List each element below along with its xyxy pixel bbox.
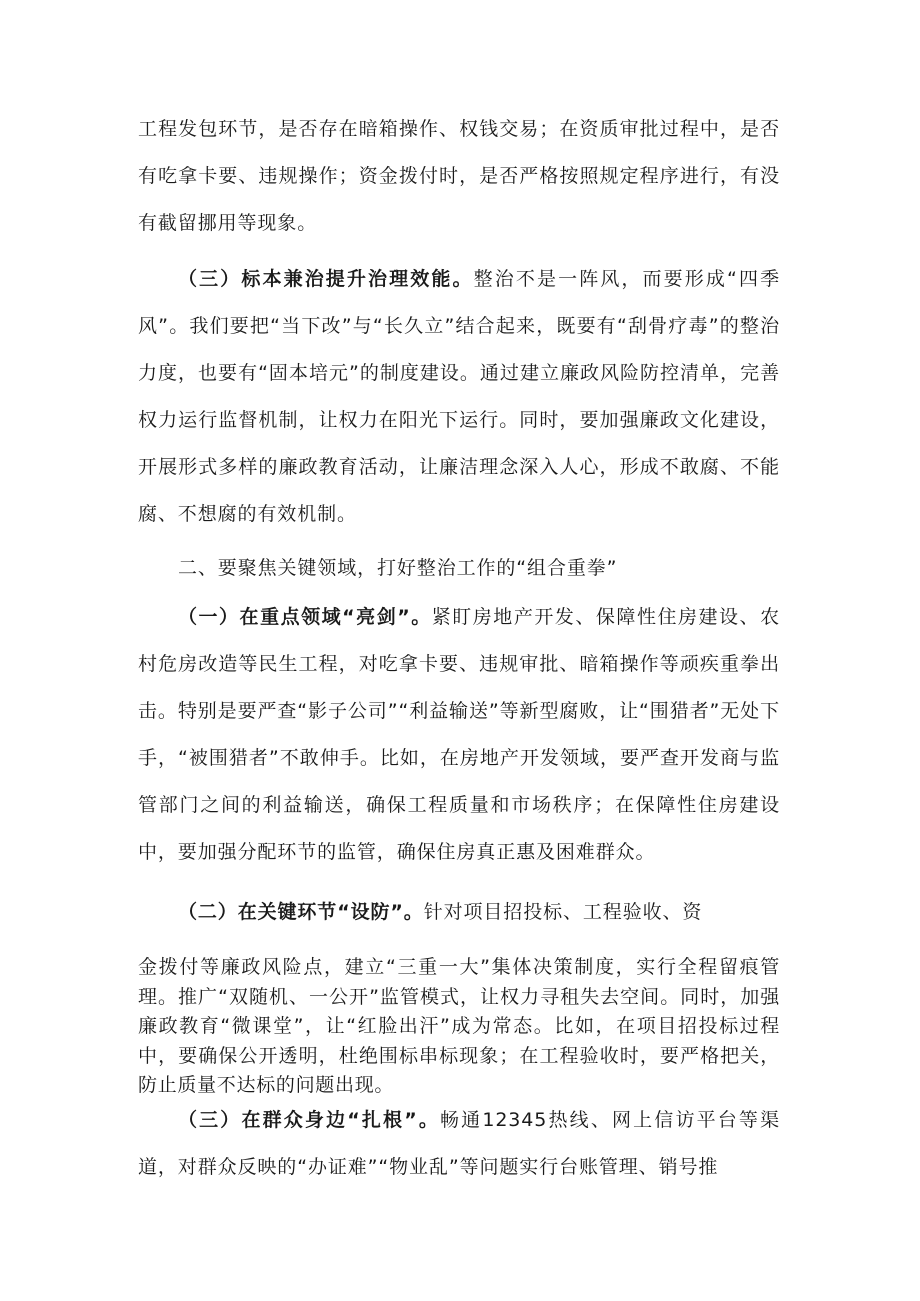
paragraph-text: 畅通12345热线、网上信访平台等渠道，对群众反映的“办证难”“物业乱”等问题实行台账管理、销号推 <box>138 1109 780 1178</box>
paragraph-text: 紧盯房地产开发、保障性住房建设、农村危房改造等民生工程，对吃拿卡要、违规审批、暗箱操作等顽疾重拳出击。特别是要严查“影子公司”“利益输送”等新型腐败，让“围猎者”无处下手，“被围猎者”不敢伸手。比如，在房地产开发领域，要严查开发商与监管部门之间的利益输送，确保工程质量和市场秩序；在保障性住房建设中，要加强分配环节的监管，确保住房真正惠及困难群众。 <box>138 606 780 863</box>
paragraph-section-3 <box>138 256 780 538</box>
paragraph-subsection-2-first-line <box>178 889 702 936</box>
section-heading-bold: （一）在重点领域“亮剑”。 <box>178 606 432 628</box>
paragraph-subsection-1 <box>138 594 780 876</box>
chapter-heading-text: 二、要聚焦关键领域，打好整治工作的“组合重拳” <box>178 557 618 579</box>
section-heading-bold: （二）在关键环节“设防”。 <box>178 901 424 923</box>
chapter-heading <box>178 545 617 592</box>
paragraph-text: 金拨付等廉政风险点，建立“三重一大”集体决策制度，实行全程留痕管理。推广“双随机、一公开”监管模式，让权力寻租失去空间。同时，加强廉政教育“微课堂”，让“红脸出汗”成为常态。比如，在项目招投标过程中，要确保公开透明，杜绝围标串标现象；在工程验收时，要严格把关，防止质量不达标的问题出现。 <box>138 956 780 1096</box>
paragraph-text: 工程发包环节，是否存在暗箱操作、权钱交易；在资质审批过程中，是否有吃拿卡要、违规操作；资金拨付时，是否严格按照规定程序进行，有没有截留挪用等现象。 <box>138 118 780 234</box>
paragraph-subsection-2-body <box>138 953 780 1101</box>
section-heading-bold: （三）标本兼治提升治理效能。 <box>178 268 474 290</box>
paragraph-text: 针对项目招投标、工程验收、资 <box>423 901 703 923</box>
paragraph-text: 整治不是一阵风，而要形成“四季风”。我们要把“当下改”与“长久立”结合起来，既要有“刮骨疗毒”的整治力度，也要有“固本培元”的制度建设。通过建立廉政风险防控清单，完善权力运行监督机制，让权力在阳光下运行。同时，要加强廉政文化建设，开展形式多样的廉政教育活动，让廉洁理念深入人心，形成不敢腐、不能腐、不想腐的有效机制。 <box>138 268 780 525</box>
paragraph-subsection-3 <box>138 1097 780 1191</box>
section-heading-bold: （三）在群众身边“扎根”。 <box>178 1109 441 1131</box>
paragraph-continuation <box>138 106 780 247</box>
